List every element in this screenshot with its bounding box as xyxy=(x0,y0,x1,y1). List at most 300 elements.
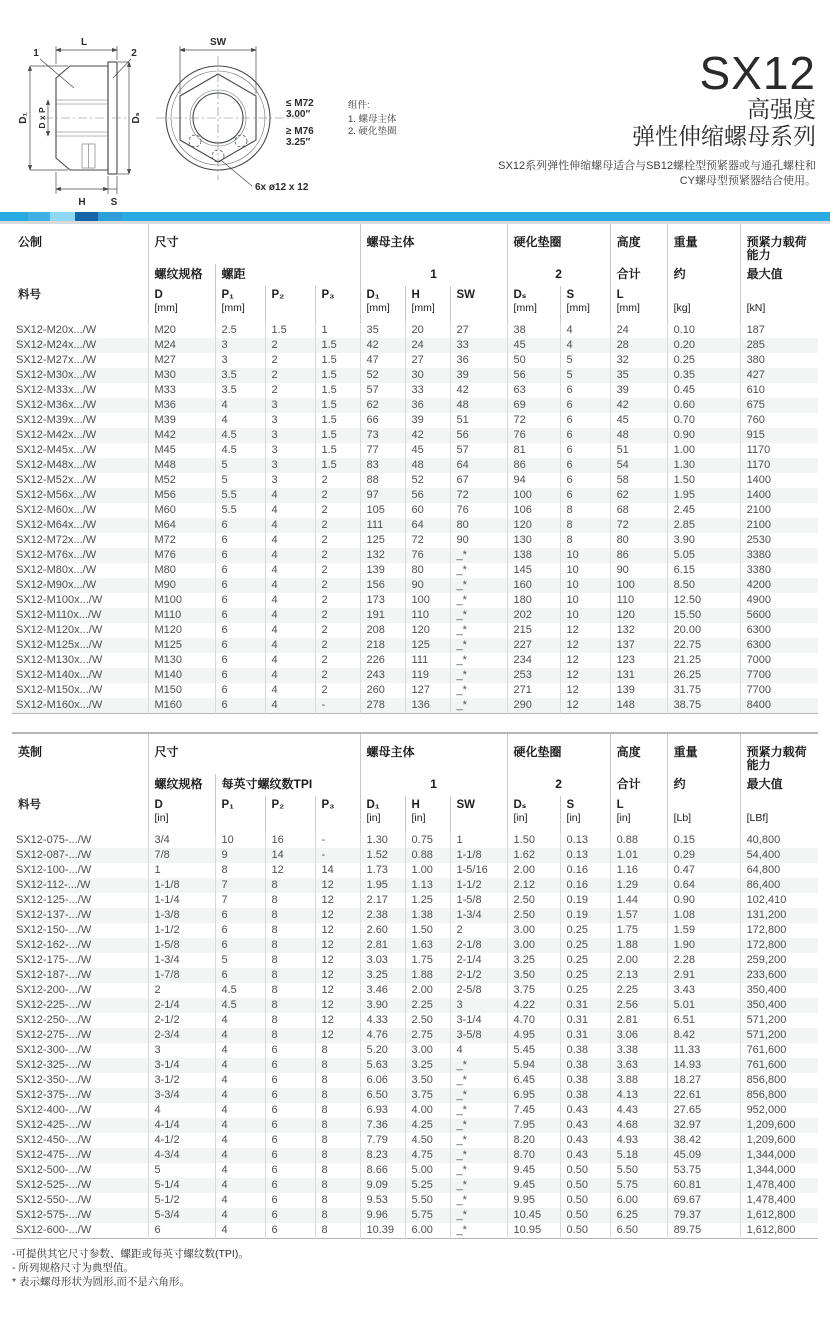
table-cell: 2 xyxy=(315,608,360,623)
table-cell: 5.50 xyxy=(405,1193,450,1208)
col-Ds: Dₛ [in] xyxy=(507,796,560,833)
table-cell: 4.68 xyxy=(610,1118,667,1133)
table-cell: 915 xyxy=(740,428,818,443)
table-cell: 6.15 xyxy=(667,563,740,578)
table-cell: 148 xyxy=(610,698,667,714)
table-row xyxy=(12,368,818,383)
col-SW: SW xyxy=(450,796,507,833)
table-cell: 2-1/2 xyxy=(148,1013,215,1028)
table-cell: - xyxy=(315,848,360,863)
table-row xyxy=(12,623,818,638)
table-cell: 119 xyxy=(405,668,450,683)
table-cell: 1.44 xyxy=(610,893,667,908)
table-row xyxy=(12,683,818,698)
table-cell: 6 xyxy=(215,938,265,953)
table-cell: 120 xyxy=(507,518,560,533)
table-cell: 3.03 xyxy=(360,953,405,968)
group-height: 高度 xyxy=(610,733,667,774)
table-cell: 1-1/8 xyxy=(148,878,215,893)
table-cell: 81 xyxy=(507,443,560,458)
table-cell: 2-5/8 xyxy=(450,983,507,998)
table-cell: 6 xyxy=(265,1058,315,1073)
table-cell: 22.61 xyxy=(667,1088,740,1103)
table-cell: 6 xyxy=(560,473,610,488)
table-cell: 14 xyxy=(265,848,315,863)
table-cell: 6 xyxy=(215,683,265,698)
table-cell: 60 xyxy=(405,503,450,518)
table-cell: 4.22 xyxy=(507,998,560,1013)
table-cell: 8 xyxy=(265,998,315,1013)
table-cell: 5 xyxy=(215,953,265,968)
table-cell: 4 xyxy=(265,503,315,518)
table-cell: 57 xyxy=(360,383,405,398)
table-row xyxy=(12,443,818,458)
table-cell: 2.56 xyxy=(610,998,667,1013)
table-cell: 56 xyxy=(405,488,450,503)
table-cell: 1.38 xyxy=(405,908,450,923)
table-cell: 6 xyxy=(560,398,610,413)
table-row xyxy=(12,1148,818,1163)
table-cell: 5-1/2 xyxy=(148,1193,215,1208)
table-cell: 3.00 xyxy=(507,923,560,938)
table-cell: 1.5 xyxy=(315,443,360,458)
table-cell: _* xyxy=(450,1058,507,1073)
table-cell: SX12-250-.../W xyxy=(16,1014,92,1026)
table-cell: 2.45 xyxy=(667,503,740,518)
table-cell: 8 xyxy=(315,1133,360,1148)
table-cell: 18.27 xyxy=(667,1073,740,1088)
table-cell: SX12-M90x.../W xyxy=(16,579,97,591)
table-cell: 0.90 xyxy=(667,428,740,443)
table-cell: 111 xyxy=(405,653,450,668)
table-cell: 259,200 xyxy=(740,953,818,968)
table-cell: 45 xyxy=(610,413,667,428)
table-cell: 9.95 xyxy=(507,1193,560,1208)
table-row xyxy=(12,998,818,1013)
table-cell: M64 xyxy=(148,518,215,533)
table-cell: 6 xyxy=(215,518,265,533)
table-cell: SX12-087-.../W xyxy=(16,849,92,861)
table-cell: 8400 xyxy=(740,698,818,714)
table-cell: M48 xyxy=(148,458,215,473)
table-cell: - xyxy=(315,698,360,714)
table-cell: M150 xyxy=(148,683,215,698)
table-cell: 5.5 xyxy=(215,488,265,503)
accent-bar-segment xyxy=(75,212,98,221)
nut-drawing-svg xyxy=(8,26,448,212)
table-cell: SX12-125-.../W xyxy=(16,894,92,906)
table-cell: 62 xyxy=(360,398,405,413)
table-cell: 675 xyxy=(740,398,818,413)
table-cell: 62 xyxy=(610,488,667,503)
table-cell: 4 xyxy=(265,698,315,714)
group-nut-body: 螺母主体 xyxy=(360,224,507,264)
table-cell: 0.50 xyxy=(560,1193,610,1208)
table-cell: 48 xyxy=(405,458,450,473)
table-cell: 53.75 xyxy=(667,1163,740,1178)
table-cell: 8 xyxy=(315,1193,360,1208)
table-cell: 3.90 xyxy=(667,533,740,548)
table-cell: 42 xyxy=(360,338,405,353)
table-cell: 66 xyxy=(360,413,405,428)
table-cell: 6 xyxy=(560,488,610,503)
front-view xyxy=(156,37,314,193)
table-cell: M60 xyxy=(148,503,215,518)
table-cell: 27 xyxy=(405,353,450,368)
subheader-pitch: 螺距 xyxy=(215,264,360,286)
table-cell: 2 xyxy=(315,683,360,698)
table-cell: 2530 xyxy=(740,533,818,548)
table-cell: M42 xyxy=(148,428,215,443)
table-cell: 125 xyxy=(405,638,450,653)
table-cell: 2 xyxy=(450,923,507,938)
table-cell: SX12-575-.../W xyxy=(16,1209,92,1221)
table-cell: 21.25 xyxy=(667,653,740,668)
table-cell: 1,344,000 xyxy=(740,1148,818,1163)
table-cell: 8 xyxy=(315,1058,360,1073)
table-cell: 3 xyxy=(215,338,265,353)
table-cell: 9.45 xyxy=(507,1163,560,1178)
accent-bar xyxy=(0,212,830,221)
table-cell: 0.75 xyxy=(405,833,450,848)
table-cell: 6.00 xyxy=(405,1223,450,1239)
table-cell: SX12-M110x.../W xyxy=(16,609,102,621)
col-S: S [mm] xyxy=(560,286,610,323)
table-cell: 10.39 xyxy=(360,1223,405,1239)
subheader-washer-number: 2 xyxy=(507,264,610,286)
table-cell: 4.5 xyxy=(215,998,265,1013)
table-cell: 100 xyxy=(405,593,450,608)
subheader-approx: 约 xyxy=(667,774,740,796)
table-cell: 2100 xyxy=(740,503,818,518)
table-cell: 1.95 xyxy=(667,488,740,503)
table-cell: 12 xyxy=(315,953,360,968)
table-cell: 3 xyxy=(265,398,315,413)
group-header-row xyxy=(12,224,818,264)
table-cell: 38.42 xyxy=(667,1133,740,1148)
table-cell: 191 xyxy=(360,608,405,623)
table-cell: _* xyxy=(450,653,507,668)
table-cell: 42 xyxy=(450,383,507,398)
table-cell: 38.75 xyxy=(667,698,740,714)
table-cell: 2 xyxy=(265,338,315,353)
table-row xyxy=(12,923,818,938)
table-cell: 67 xyxy=(450,473,507,488)
table-cell: 12 xyxy=(560,683,610,698)
table-cell: 226 xyxy=(360,653,405,668)
table-cell: 6.95 xyxy=(507,1088,560,1103)
table-row xyxy=(12,938,818,953)
table-cell: 6.51 xyxy=(667,1013,740,1028)
description-line1: SX12系列弹性伸缩螺母适合与SB12螺栓型预紧器或与通孔螺柱和 xyxy=(498,160,816,172)
sub-header-row xyxy=(12,774,818,796)
table-cell: 1.73 xyxy=(360,863,405,878)
table-cell: 8 xyxy=(265,983,315,998)
table-cell: 4.70 xyxy=(507,1013,560,1028)
section-view xyxy=(18,37,142,208)
table-cell: 0.47 xyxy=(667,863,740,878)
table-cell: 45.09 xyxy=(667,1148,740,1163)
table-cell: _* xyxy=(450,623,507,638)
table-cell: 4 xyxy=(215,1043,265,1058)
table-cell: 12 xyxy=(315,968,360,983)
accent-bar-segment xyxy=(28,212,50,221)
table-cell: 1170 xyxy=(740,443,818,458)
table-cell: _* xyxy=(450,578,507,593)
table-cell: 8 xyxy=(560,518,610,533)
table-cell: 6 xyxy=(215,923,265,938)
table-cell: 6 xyxy=(560,443,610,458)
table-row xyxy=(12,428,818,443)
dim-label-L: L xyxy=(80,37,88,48)
table-cell: 12 xyxy=(315,983,360,998)
table-cell: 3-1/4 xyxy=(450,1013,507,1028)
table-cell: 2.28 xyxy=(667,953,740,968)
table-cell: 7000 xyxy=(740,653,818,668)
table-cell: 4 xyxy=(265,623,315,638)
table-cell: 40,800 xyxy=(740,833,818,848)
table-cell: 4 xyxy=(265,668,315,683)
table-cell: 0.50 xyxy=(560,1208,610,1223)
table-cell: _* xyxy=(450,1103,507,1118)
table-cell: 4 xyxy=(215,1058,265,1073)
table-cell: 4 xyxy=(265,578,315,593)
table-cell: 52 xyxy=(360,368,405,383)
table-cell: 187 xyxy=(740,323,818,338)
table-cell: 8 xyxy=(265,1013,315,1028)
table-row xyxy=(12,383,818,398)
table-cell: SX12-225-.../W xyxy=(16,999,92,1011)
table-cell: 3.50 xyxy=(507,968,560,983)
table-cell: 10.45 xyxy=(507,1208,560,1223)
table-cell: 7/8 xyxy=(148,848,215,863)
table-cell: 0.43 xyxy=(560,1148,610,1163)
col-P1: P₁ xyxy=(215,796,265,833)
table-cell: _* xyxy=(450,1163,507,1178)
table-row xyxy=(12,518,818,533)
table-row xyxy=(12,488,818,503)
table-cell: 22.75 xyxy=(667,638,740,653)
table-row xyxy=(12,1028,818,1043)
table-cell: SX12-350-.../W xyxy=(16,1074,92,1086)
table-cell: 1.5 xyxy=(315,338,360,353)
table-cell: 172,800 xyxy=(740,938,818,953)
table-cell: 3380 xyxy=(740,563,818,578)
table-cell: 9.09 xyxy=(360,1178,405,1193)
table-cell: 8.42 xyxy=(667,1028,740,1043)
table-cell: 1.30 xyxy=(667,458,740,473)
table-row xyxy=(12,1178,818,1193)
table-cell: SX12-M160x.../W xyxy=(16,699,103,711)
table-cell: 1,344,000 xyxy=(740,1163,818,1178)
table-cell: 138 xyxy=(507,548,560,563)
table-cell: SX12-M45x.../W xyxy=(16,444,97,456)
table-cell: 1.57 xyxy=(610,908,667,923)
table-cell: 2-3/4 xyxy=(148,1028,215,1043)
table-cell: 3 xyxy=(265,473,315,488)
table-cell: 2 xyxy=(315,623,360,638)
table-cell: M52 xyxy=(148,473,215,488)
table-cell: SX12-150-.../W xyxy=(16,924,92,936)
table-cell: 12 xyxy=(315,998,360,1013)
col-D: D [mm] xyxy=(148,286,215,323)
table-cell: 6 xyxy=(215,623,265,638)
table-cell: 2-1/4 xyxy=(148,998,215,1013)
table-cell: 1.5 xyxy=(315,413,360,428)
section-label: 公制 xyxy=(18,235,43,249)
col-P3: P₃ xyxy=(315,286,360,323)
table-cell: M120 xyxy=(148,623,215,638)
table-row xyxy=(12,1223,818,1239)
table-cell: 45 xyxy=(405,443,450,458)
table-cell: 285 xyxy=(740,338,818,353)
table-cell: _* xyxy=(450,683,507,698)
col-preload-kn: [kN] xyxy=(740,286,818,323)
subheader-nut-number: 1 xyxy=(360,264,507,286)
col-L: L [in] xyxy=(610,796,667,833)
table-cell: 8 xyxy=(315,1208,360,1223)
table-cell: 1.50 xyxy=(507,833,560,848)
group-size: 尺寸 xyxy=(148,733,360,774)
table-cell: 5.63 xyxy=(360,1058,405,1073)
table-cell: 1.01 xyxy=(610,848,667,863)
table-cell: 80 xyxy=(610,533,667,548)
table-cell: 32 xyxy=(610,353,667,368)
accent-bar-segment xyxy=(98,212,122,221)
imperial-spec-table xyxy=(12,732,818,1239)
table-cell: 4.76 xyxy=(360,1028,405,1043)
table-cell: 8 xyxy=(315,1088,360,1103)
table-cell: 1170 xyxy=(740,458,818,473)
table-cell: 1400 xyxy=(740,473,818,488)
table-cell: 6300 xyxy=(740,623,818,638)
table-row xyxy=(12,653,818,668)
col-H: H [in] xyxy=(405,796,450,833)
subheader-washer-number: 2 xyxy=(507,774,610,796)
table-cell: 50 xyxy=(507,353,560,368)
table-cell: 4.5 xyxy=(215,428,265,443)
table-cell: 4.43 xyxy=(610,1103,667,1118)
table-cell: 139 xyxy=(360,563,405,578)
table-row xyxy=(12,578,818,593)
table-cell: 4 xyxy=(265,653,315,668)
table-cell: _* xyxy=(450,1073,507,1088)
table-cell: 42 xyxy=(610,398,667,413)
table-cell: 0.10 xyxy=(667,323,740,338)
table-cell: 2 xyxy=(315,488,360,503)
table-cell: 0.43 xyxy=(560,1133,610,1148)
table-cell: 0.50 xyxy=(560,1223,610,1239)
table-cell: 131,200 xyxy=(740,908,818,923)
section-label: 英制 xyxy=(18,745,43,759)
table-cell: 69 xyxy=(507,398,560,413)
col-P2: P₂ xyxy=(265,286,315,323)
table-cell: SX12-075-.../W xyxy=(16,834,92,846)
table-row xyxy=(12,848,818,863)
table-cell: 427 xyxy=(740,368,818,383)
table-cell: SX12-M33x.../W xyxy=(16,384,97,396)
page-title: SX12 xyxy=(699,47,816,99)
series-description xyxy=(498,159,816,189)
table-cell: SX12-187-.../W xyxy=(16,969,92,981)
table-cell: 227 xyxy=(507,638,560,653)
group-preload: 预紧力载荷能力 xyxy=(740,733,818,774)
table-cell: 4 xyxy=(215,1118,265,1133)
description-line2: CY螺母型预紧器结合使用。 xyxy=(679,175,816,187)
table-cell: 3 xyxy=(265,413,315,428)
table-cell: 1-1/4 xyxy=(148,893,215,908)
title-block xyxy=(498,47,816,189)
table-cell: 0.90 xyxy=(667,893,740,908)
table-cell: 110 xyxy=(610,593,667,608)
table-cell: 6 xyxy=(265,1103,315,1118)
table-cell: 4 xyxy=(265,488,315,503)
metric-table-body xyxy=(12,323,818,714)
table-cell: 12 xyxy=(560,653,610,668)
table-cell: SX12-525-.../W xyxy=(16,1179,92,1191)
table-cell: 4 xyxy=(265,548,315,563)
table-cell: 14 xyxy=(315,863,360,878)
table-cell: 3.43 xyxy=(667,983,740,998)
table-cell: 8 xyxy=(315,1043,360,1058)
group-weight: 重量 xyxy=(667,733,740,774)
table-cell: M110 xyxy=(148,608,215,623)
table-cell: 2.81 xyxy=(360,938,405,953)
table-cell: 4 xyxy=(265,533,315,548)
table-cell: 1.08 xyxy=(667,908,740,923)
table-cell: 12 xyxy=(560,638,610,653)
table-cell: 10 xyxy=(560,593,610,608)
table-cell: 145 xyxy=(507,563,560,578)
table-cell: 260 xyxy=(360,683,405,698)
table-cell: 3.88 xyxy=(610,1073,667,1088)
table-cell: 7.36 xyxy=(360,1118,405,1133)
table-cell: 5.00 xyxy=(405,1163,450,1178)
table-cell: 64 xyxy=(405,518,450,533)
table-cell: 2 xyxy=(315,578,360,593)
table-cell: 4 xyxy=(560,338,610,353)
table-cell: 7700 xyxy=(740,668,818,683)
table-cell: 132 xyxy=(610,623,667,638)
table-cell: SX12-600-.../W xyxy=(16,1224,92,1236)
table-cell: 2 xyxy=(315,653,360,668)
table-cell: 2.75 xyxy=(405,1028,450,1043)
table-cell: 0.38 xyxy=(560,1043,610,1058)
table-cell: 1.25 xyxy=(405,893,450,908)
col-L: L [mm] xyxy=(610,286,667,323)
table-cell: 4 xyxy=(215,1148,265,1163)
dim-label-H: H xyxy=(78,197,86,208)
table-row xyxy=(12,878,818,893)
table-cell: 4200 xyxy=(740,578,818,593)
table-cell: 2-1/2 xyxy=(450,968,507,983)
table-cell: 9.96 xyxy=(360,1208,405,1223)
table-cell: 76 xyxy=(507,428,560,443)
table-row xyxy=(12,533,818,548)
table-cell: 33 xyxy=(450,338,507,353)
table-row xyxy=(12,458,818,473)
table-cell: 3.25 xyxy=(405,1058,450,1073)
table-cell: 28 xyxy=(610,338,667,353)
table-cell: 3.90 xyxy=(360,998,405,1013)
table-cell: 761,600 xyxy=(740,1043,818,1058)
table-cell: 2 xyxy=(315,503,360,518)
table-cell: 9.53 xyxy=(360,1193,405,1208)
table-cell: 1.90 xyxy=(667,938,740,953)
table-cell: 0.38 xyxy=(560,1058,610,1073)
table-cell: SX12-M150x.../W xyxy=(16,684,103,696)
table-cell: 30 xyxy=(405,368,450,383)
